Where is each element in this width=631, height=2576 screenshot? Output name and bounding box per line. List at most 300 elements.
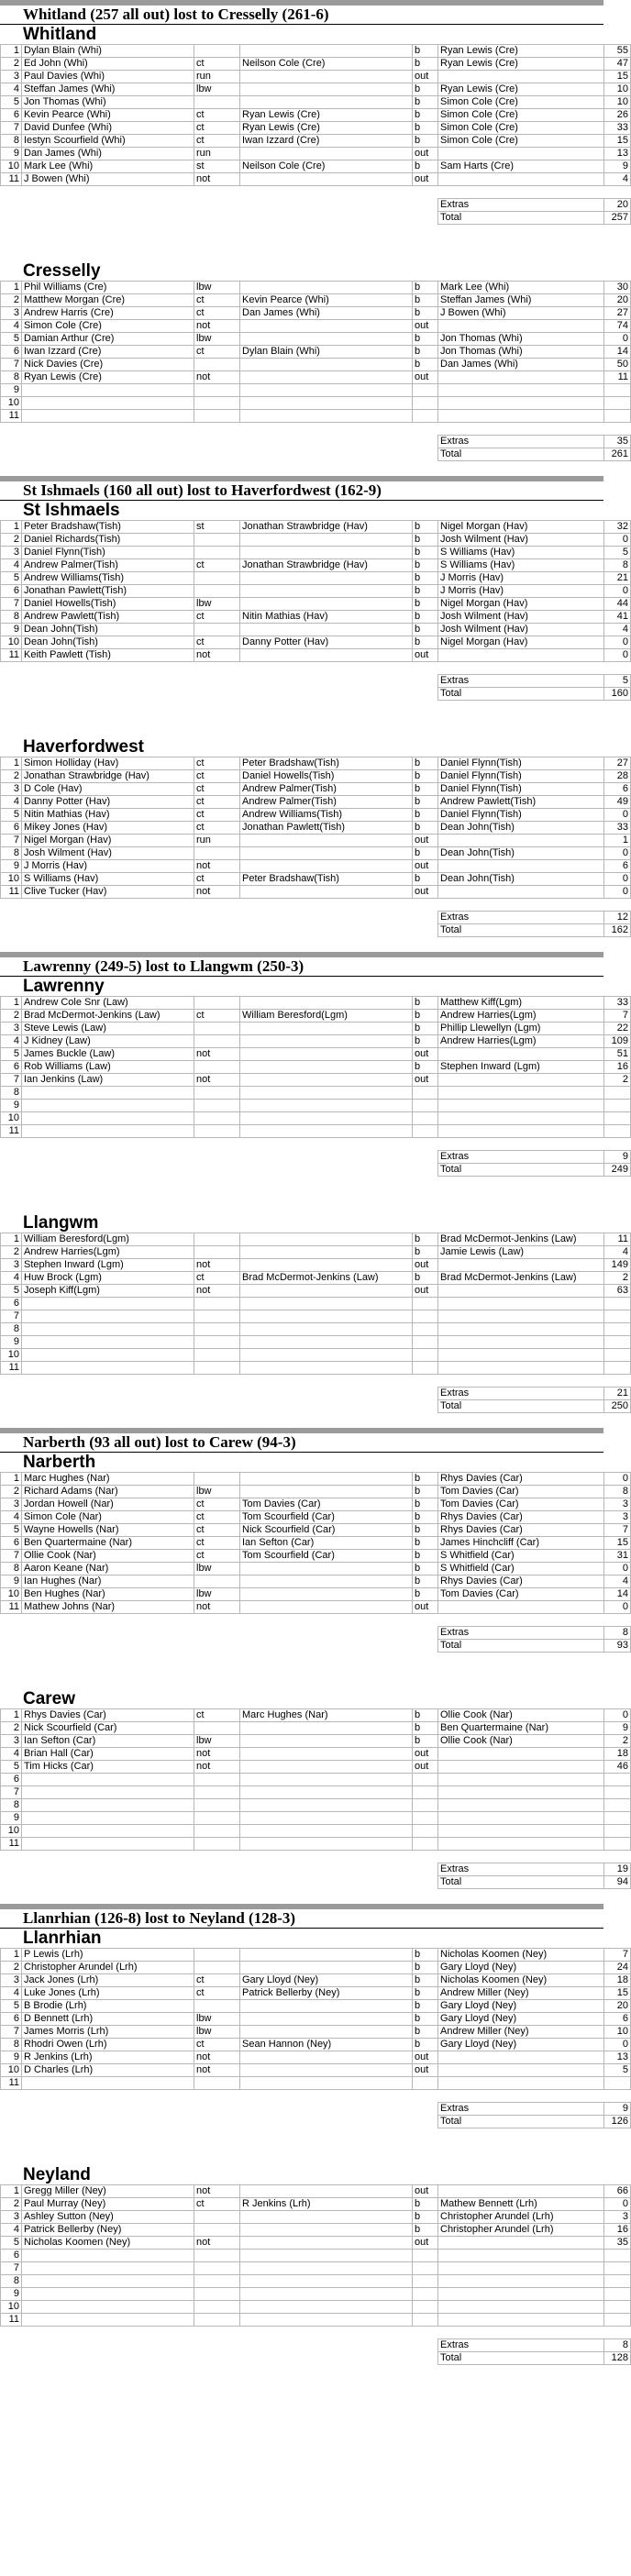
bowler-name: Christopher Arundel (Lrh) — [438, 2224, 604, 2237]
batting-order: 1 — [1, 1949, 22, 1962]
how-out — [194, 1799, 240, 1812]
spacer-cell — [438, 899, 604, 912]
runs: 26 — [604, 109, 631, 122]
runs: 109 — [604, 1035, 631, 1048]
bowled-marker: b — [413, 598, 438, 611]
batsman-name: Ashley Sutton (Ney) — [22, 2211, 194, 2224]
batsman-name: Simon Holliday (Hav) — [22, 757, 194, 770]
bowled-marker: out — [413, 649, 438, 662]
bowler-name — [438, 1838, 604, 1851]
bowled-marker: b — [413, 1524, 438, 1537]
batting-row — [1, 1761, 631, 1774]
runs: 2 — [604, 1735, 631, 1748]
runs: 10 — [604, 2026, 631, 2039]
batsman-name — [22, 2262, 194, 2275]
batsman-name: Ian Jenkins (Law) — [22, 1074, 194, 1087]
fielder-name — [240, 282, 413, 294]
empty-cell — [22, 912, 194, 924]
batting-order: 3 — [1, 783, 22, 796]
batting-row — [1, 1962, 631, 1974]
spacer-cell — [413, 423, 438, 436]
batting-order: 7 — [1, 2262, 22, 2275]
batting-row — [1, 307, 631, 320]
bowler-name — [438, 320, 604, 333]
runs: 15 — [604, 71, 631, 83]
how-out: lbw — [194, 1486, 240, 1498]
runs: 0 — [604, 534, 631, 547]
batsman-name — [22, 1799, 194, 1812]
extras-label: Extras — [438, 1151, 604, 1164]
match-section — [0, 0, 628, 476]
bowler-name — [438, 2077, 604, 2090]
runs: 3 — [604, 1511, 631, 1524]
bowled-marker: b — [413, 624, 438, 636]
team-name: Haverfordwest — [23, 737, 144, 757]
empty-cell — [240, 1640, 413, 1653]
batting-row — [1, 384, 631, 397]
how-out — [194, 1349, 240, 1362]
bowled-marker: b — [413, 796, 438, 809]
spacer-cell — [22, 662, 194, 675]
how-out — [194, 1100, 240, 1112]
bowler-name — [438, 1074, 604, 1087]
bowler-name — [438, 1761, 604, 1774]
batsman-name: Jordan Howell (Nar) — [22, 1498, 194, 1511]
how-out — [194, 847, 240, 860]
bowler-name — [438, 835, 604, 847]
how-out: ct — [194, 1498, 240, 1511]
spacer-cell — [604, 1138, 631, 1151]
empty-cell — [413, 212, 438, 225]
fielder-name — [240, 2288, 413, 2301]
batting-order: 9 — [1, 860, 22, 873]
fielder-name — [240, 1246, 413, 1259]
bowler-name — [438, 1048, 604, 1061]
batting-order: 10 — [1, 2301, 22, 2314]
runs: 16 — [604, 1061, 631, 1074]
bowler-name: Andrew Harries(Lgm) — [438, 1035, 604, 1048]
empty-cell — [22, 924, 194, 937]
how-out — [194, 2288, 240, 2301]
batting-row — [1, 1323, 631, 1336]
batsman-name: Stephen Inward (Lgm) — [22, 1259, 194, 1272]
batting-row — [1, 1498, 631, 1511]
fielder-name — [240, 1735, 413, 1748]
extras-label: Extras — [438, 912, 604, 924]
batsman-name: Dean John(Tish) — [22, 624, 194, 636]
bowler-name: Jon Thomas (Whi) — [438, 333, 604, 346]
empty-cell — [22, 2339, 194, 2352]
batting-order: 5 — [1, 96, 22, 109]
batting-order: 9 — [1, 1812, 22, 1825]
fielder-name — [240, 2026, 413, 2039]
batting-order: 3 — [1, 1023, 22, 1035]
batting-order: 10 — [1, 873, 22, 886]
bowler-name: Stephen Inward (Lgm) — [438, 1061, 604, 1074]
batsman-name — [22, 2314, 194, 2327]
batting-order: 4 — [1, 2224, 22, 2237]
batsman-name — [22, 2288, 194, 2301]
bowled-marker: b — [413, 521, 438, 534]
bowled-marker: b — [413, 822, 438, 835]
batsman-name: Nick Scourfield (Car) — [22, 1722, 194, 1735]
spacer-cell — [240, 423, 413, 436]
empty-cell — [194, 1876, 240, 1889]
spacer-cell — [604, 2327, 631, 2339]
batsman-name: William Beresford(Lgm) — [22, 1233, 194, 1246]
bowled-marker — [413, 2288, 438, 2301]
batting-row — [1, 835, 631, 847]
fielder-name: Nick Scourfield (Car) — [240, 1524, 413, 1537]
how-out — [194, 547, 240, 559]
bowler-name — [438, 1125, 604, 1138]
fielder-name — [240, 1774, 413, 1786]
runs: 50 — [604, 359, 631, 371]
batting-row — [1, 2211, 631, 2224]
bowled-marker — [413, 2314, 438, 2327]
empty-cell — [413, 688, 438, 701]
batsman-name: Patrick Bellerby (Ney) — [22, 2224, 194, 2237]
batsman-name: Nick Davies (Cre) — [22, 359, 194, 371]
batsman-name: Mathew Johns (Nar) — [22, 1601, 194, 1614]
runs: 18 — [604, 1974, 631, 1987]
bowled-marker: b — [413, 1987, 438, 2000]
runs: 0 — [604, 585, 631, 598]
fielder-name — [240, 1233, 413, 1246]
batsman-name: Ian Sefton (Car) — [22, 1735, 194, 1748]
batting-row — [1, 2262, 631, 2275]
total-label: Total — [438, 212, 604, 225]
bowler-name: Ollie Cook (Nar) — [438, 1735, 604, 1748]
extras-label: Extras — [438, 2339, 604, 2352]
fielder-name — [240, 585, 413, 598]
empty-cell — [194, 1627, 240, 1640]
batting-order: 2 — [1, 1246, 22, 1259]
bowled-marker: b — [413, 2039, 438, 2051]
spacer-cell — [604, 899, 631, 912]
spacer-cell — [194, 1375, 240, 1388]
batting-row — [1, 757, 631, 770]
empty-cell — [194, 1151, 240, 1164]
batsman-name: Daniel Howells(Tish) — [22, 598, 194, 611]
batting-row — [1, 809, 631, 822]
runs — [604, 1349, 631, 1362]
fielder-name — [240, 572, 413, 585]
extras-value: 8 — [604, 2339, 631, 2352]
fielder-name — [240, 45, 413, 58]
bowler-name — [438, 1774, 604, 1786]
batsman-name: Ben Quartermaine (Nar) — [22, 1537, 194, 1550]
batting-order: 11 — [1, 173, 22, 186]
bowled-marker: b — [413, 2211, 438, 2224]
batting-order: 1 — [1, 1233, 22, 1246]
runs: 14 — [604, 1588, 631, 1601]
batting-table — [0, 757, 631, 937]
bowled-marker: b — [413, 1473, 438, 1486]
runs — [604, 1112, 631, 1125]
total-value: 261 — [604, 448, 631, 461]
fielder-name: Gary Lloyd (Ney) — [240, 1974, 413, 1987]
bowler-name — [438, 384, 604, 397]
spacer-cell — [1, 1138, 22, 1151]
how-out: st — [194, 521, 240, 534]
bowled-marker: b — [413, 572, 438, 585]
empty-cell — [240, 1400, 413, 1413]
batting-order: 11 — [1, 1838, 22, 1851]
spacer-row — [1, 899, 631, 912]
empty-cell — [22, 1876, 194, 1889]
bowler-name — [438, 1748, 604, 1761]
runs: 33 — [604, 997, 631, 1010]
empty-cell — [1, 436, 22, 448]
empty-cell — [413, 675, 438, 688]
how-out: not — [194, 2237, 240, 2250]
batting-row — [1, 1285, 631, 1298]
batting-row — [1, 1799, 631, 1812]
bowler-name — [438, 2064, 604, 2077]
batting-row — [1, 572, 631, 585]
bowled-marker: b — [413, 1588, 438, 1601]
batsman-name: Nitin Mathias (Hav) — [22, 809, 194, 822]
empty-cell — [194, 2339, 240, 2352]
batting-order: 3 — [1, 307, 22, 320]
total-row — [1, 1640, 631, 1653]
how-out — [194, 1336, 240, 1349]
batting-order: 1 — [1, 1473, 22, 1486]
batsman-name — [22, 1838, 194, 1851]
spacer-cell — [413, 2327, 438, 2339]
extras-row — [1, 199, 631, 212]
spacer-cell — [22, 1851, 194, 1863]
spacer-cell — [240, 899, 413, 912]
batting-row — [1, 783, 631, 796]
batting-order: 2 — [1, 2198, 22, 2211]
total-row — [1, 448, 631, 461]
batting-order: 1 — [1, 45, 22, 58]
empty-cell — [1, 1400, 22, 1413]
empty-cell — [413, 1640, 438, 1653]
batting-row — [1, 1709, 631, 1722]
how-out: ct — [194, 122, 240, 135]
match-title: Llanrhian (126-8) lost to Neyland (128-3) — [0, 1909, 603, 1929]
bowler-name: Rhys Davies (Car) — [438, 1575, 604, 1588]
batsman-name: R Jenkins (Lrh) — [22, 2051, 194, 2064]
bowler-name: Jon Thomas (Whi) — [438, 346, 604, 359]
empty-cell — [1, 912, 22, 924]
spacer-row — [1, 186, 631, 199]
batting-row — [1, 873, 631, 886]
empty-cell — [413, 2339, 438, 2352]
how-out: lbw — [194, 282, 240, 294]
batting-order: 9 — [1, 1336, 22, 1349]
batting-row — [1, 1748, 631, 1761]
bowler-name: Ryan Lewis (Cre) — [438, 45, 604, 58]
extras-label: Extras — [438, 1388, 604, 1400]
runs: 15 — [604, 135, 631, 148]
team-name: St Ishmaels — [23, 501, 120, 520]
bowler-name: Daniel Flynn(Tish) — [438, 757, 604, 770]
batsman-name: Andrew Harris (Cre) — [22, 307, 194, 320]
how-out: ct — [194, 2198, 240, 2211]
spacer-cell — [604, 2090, 631, 2103]
batting-order: 4 — [1, 1748, 22, 1761]
batting-order: 10 — [1, 397, 22, 410]
spacer-cell — [194, 899, 240, 912]
empty-cell — [194, 436, 240, 448]
how-out: ct — [194, 757, 240, 770]
batting-order: 2 — [1, 58, 22, 71]
bowled-marker: out — [413, 148, 438, 160]
batsman-name: Mikey Jones (Hav) — [22, 822, 194, 835]
how-out — [194, 1323, 240, 1336]
fielder-name — [240, 1588, 413, 1601]
empty-cell — [240, 199, 413, 212]
batting-order: 1 — [1, 2185, 22, 2198]
fielder-name — [240, 847, 413, 860]
bowler-name — [438, 2288, 604, 2301]
how-out — [194, 997, 240, 1010]
empty-cell — [194, 212, 240, 225]
runs — [604, 1100, 631, 1112]
batting-order: 8 — [1, 1563, 22, 1575]
spacer-row — [1, 1614, 631, 1627]
bowler-name — [438, 1310, 604, 1323]
batsman-name: Huw Brock (Lgm) — [22, 1272, 194, 1285]
empty-cell — [240, 1151, 413, 1164]
how-out — [194, 1722, 240, 1735]
bowled-marker: b — [413, 2198, 438, 2211]
runs: 20 — [604, 2000, 631, 2013]
extras-label: Extras — [438, 436, 604, 448]
total-value: 128 — [604, 2352, 631, 2365]
batting-order: 8 — [1, 847, 22, 860]
runs — [604, 1825, 631, 1838]
bowler-name: Ryan Lewis (Cre) — [438, 58, 604, 71]
batsman-name: Jon Thomas (Whi) — [22, 96, 194, 109]
batting-row — [1, 822, 631, 835]
runs: 7 — [604, 1949, 631, 1962]
batting-order: 10 — [1, 1112, 22, 1125]
fielder-name — [240, 1761, 413, 1774]
runs — [604, 1298, 631, 1310]
batsman-name: Iwan Izzard (Cre) — [22, 346, 194, 359]
batting-order: 2 — [1, 294, 22, 307]
batting-row — [1, 1100, 631, 1112]
bowled-marker — [413, 1087, 438, 1100]
batting-row — [1, 160, 631, 173]
bowler-name — [438, 71, 604, 83]
runs: 2 — [604, 1074, 631, 1087]
runs: 22 — [604, 1023, 631, 1035]
fielder-name — [240, 1048, 413, 1061]
runs — [604, 1323, 631, 1336]
match-title: Whitland (257 all out) lost to Cresselly (261-6) — [0, 6, 603, 25]
bowled-marker: out — [413, 320, 438, 333]
total-row — [1, 688, 631, 701]
extras-label: Extras — [438, 675, 604, 688]
spacer-cell — [194, 423, 240, 436]
spacer-cell — [194, 2090, 240, 2103]
total-label: Total — [438, 1876, 604, 1889]
bowler-name — [438, 1087, 604, 1100]
how-out: lbw — [194, 598, 240, 611]
total-label: Total — [438, 688, 604, 701]
empty-cell — [240, 1863, 413, 1876]
batting-row — [1, 1550, 631, 1563]
bowler-name: Tom Davies (Car) — [438, 1498, 604, 1511]
how-out: not — [194, 371, 240, 384]
spacer-cell — [240, 1138, 413, 1151]
bowler-name — [438, 173, 604, 186]
empty-cell — [1, 1640, 22, 1653]
fielder-name — [240, 1575, 413, 1588]
batsman-name — [22, 2275, 194, 2288]
batting-row — [1, 611, 631, 624]
batting-row — [1, 71, 631, 83]
total-row — [1, 2352, 631, 2365]
spacer-cell — [413, 2090, 438, 2103]
batting-order: 3 — [1, 1498, 22, 1511]
batsman-name: Wayne Howells (Nar) — [22, 1524, 194, 1537]
fielder-name: Dylan Blain (Whi) — [240, 346, 413, 359]
extras-value: 9 — [604, 1151, 631, 1164]
fielder-name — [240, 1074, 413, 1087]
runs: 1 — [604, 835, 631, 847]
bowler-name: Rhys Davies (Car) — [438, 1511, 604, 1524]
batting-order: 6 — [1, 2250, 22, 2262]
how-out: not — [194, 886, 240, 899]
empty-cell — [240, 688, 413, 701]
bowled-marker: b — [413, 1023, 438, 1035]
bowled-marker — [413, 1349, 438, 1362]
bowled-marker: b — [413, 1949, 438, 1962]
bowled-marker: b — [413, 1010, 438, 1023]
empty-cell — [194, 912, 240, 924]
batsman-name: Rhys Davies (Car) — [22, 1709, 194, 1722]
spacer-cell — [1, 1375, 22, 1388]
empty-cell — [240, 1627, 413, 1640]
runs: 31 — [604, 1550, 631, 1563]
fielder-name — [240, 624, 413, 636]
batsman-name: Andrew Pawlett(Tish) — [22, 611, 194, 624]
team-name: Whitland — [23, 25, 97, 44]
how-out: ct — [194, 1511, 240, 1524]
batsman-name: Ollie Cook (Nar) — [22, 1550, 194, 1563]
empty-cell — [413, 2116, 438, 2128]
batting-order: 4 — [1, 1035, 22, 1048]
empty-cell — [22, 675, 194, 688]
batsman-name: Damian Arthur (Cre) — [22, 333, 194, 346]
batsman-name: Nicholas Koomen (Ney) — [22, 2237, 194, 2250]
fielder-name: Jonathan Strawbridge (Hav) — [240, 559, 413, 572]
batting-order: 1 — [1, 282, 22, 294]
batting-order: 2 — [1, 1010, 22, 1023]
spacer-cell — [413, 1614, 438, 1627]
batting-row — [1, 135, 631, 148]
empty-cell — [194, 2352, 240, 2365]
runs — [604, 2262, 631, 2275]
empty-cell — [240, 448, 413, 461]
how-out — [194, 96, 240, 109]
runs — [604, 2275, 631, 2288]
total-value: 162 — [604, 924, 631, 937]
batting-row — [1, 1812, 631, 1825]
batting-order: 10 — [1, 1825, 22, 1838]
batting-row — [1, 320, 631, 333]
batting-order: 7 — [1, 1550, 22, 1563]
how-out: ct — [194, 1550, 240, 1563]
how-out: ct — [194, 809, 240, 822]
